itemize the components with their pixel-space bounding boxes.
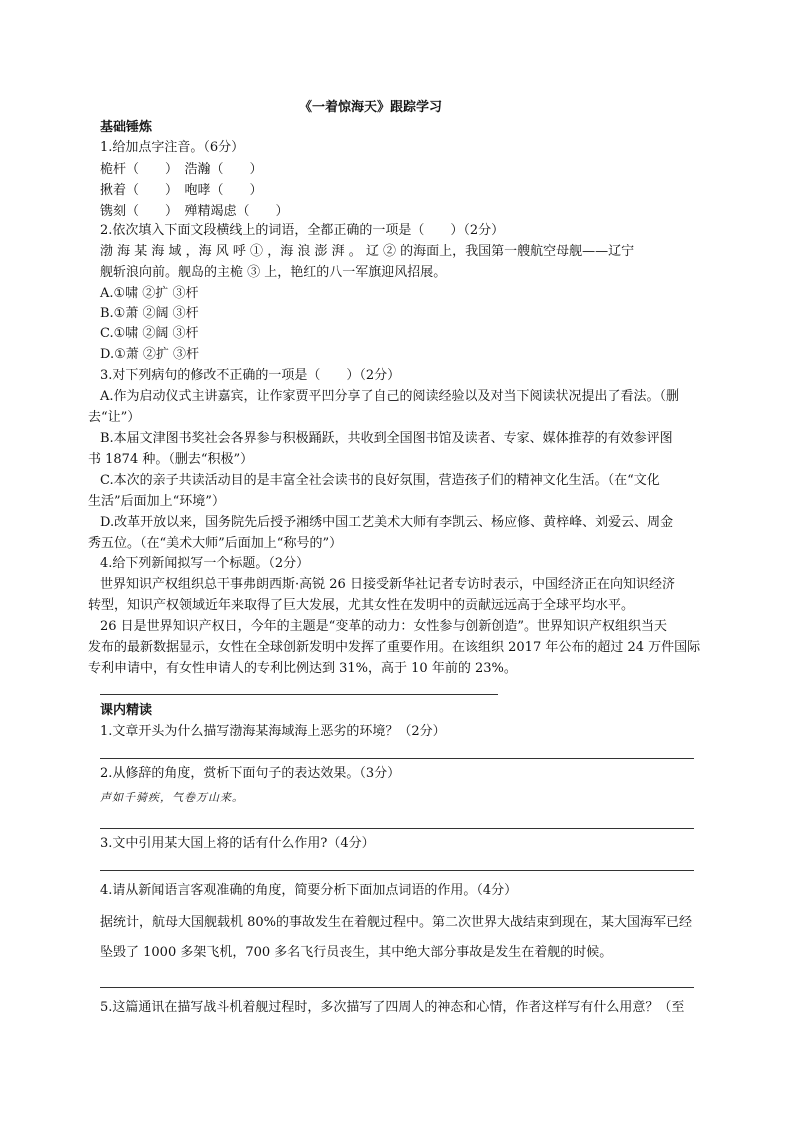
- q2-option-b: B.①萧 ②阔 ③杆: [100, 306, 199, 321]
- q4-stem: 4.给下列新闻拟写一个标题。（2分）: [100, 556, 310, 571]
- q4-news-p2-line3: 专利申请中，有女性申请人的专利比例达到 31%，高于 10 年前的 23%。: [88, 661, 517, 676]
- section-heading-intensive-reading: 课内精读: [100, 703, 153, 718]
- q3-option-b-line1: B.本届文津图书奖社会各界参与积极踊跃，共收到全国图书馆及读者、专家、媒体推荐的有效参评图: [100, 431, 673, 446]
- reading-q4-excerpt-line2: 坠毁了 1000 多架飞机，700 多名飞行员丧生，其中绝大部分事故是发生在着舰的时候。: [100, 945, 613, 960]
- q3-option-c-line1: C.本次的亲子共读活动目的是丰富全社会读书的良好氛围，营造孩子们的精神文化生活。（在“文化: [100, 473, 660, 488]
- answer-line: [100, 870, 694, 871]
- answer-line: [100, 758, 694, 759]
- q4-news-p1-line2: 转型，知识产权领域近年来取得了巨大发展，尤其女性在发明中的贡献远远高于全球平均水平。: [88, 598, 635, 613]
- q2-option-a: A.①啸 ②扩 ③杆: [100, 286, 199, 301]
- q4-news-p2-line2: 发布的最新数据显示，女性在全球创新发明中发挥了重要作用。在该组织 2017 年公布的超过 24 万件国际: [88, 640, 701, 655]
- answer-line: [100, 694, 498, 695]
- q3-stem: 3.对下列病句的修改不正确的一项是（ ）（2分）: [100, 368, 401, 383]
- q3-option-c-line2: 生活”后面加上“环境”）: [88, 494, 225, 509]
- q2-passage-line1: 渤 海 某 海 域 ，海 风 呼 ① ，海 浪 澎 湃 。 辽 ② 的海面上，我国第一艘航空母舰——辽宁: [100, 244, 635, 259]
- q1-stem: 1.给加点字注音。（6分）: [100, 140, 245, 155]
- q3-option-a-line2: 去“让”）: [88, 410, 141, 425]
- reading-q4-excerpt-line1: 据统计，航母大国舰载机 80%的事故发生在着舰过程中。第二次世界大战结束到现在，某大国海军已经: [100, 915, 693, 930]
- q4-news-p1-line1: 世界知识产权组织总干事弗朗西斯·高锐 26 日接受新华社记者专访时表示，中国经济正在向知识经济: [100, 577, 675, 592]
- q1-row2: 揪着（ ） 咆哮（ ）: [100, 183, 263, 198]
- section-heading-basic: 基础锤炼: [100, 120, 153, 135]
- q3-option-a-line1: A.作为启动仪式主讲嘉宾，让作家贾平凹分享了自己的阅读经验以及对当下阅读状况提出了看法。（删: [100, 389, 680, 404]
- reading-q4: 4.请从新闻语言客观准确的角度，简要分析下面加点词语的作用。（4分）: [100, 883, 518, 898]
- q2-option-c: C.①啸 ②阔 ③杆: [100, 326, 199, 341]
- reading-q3: 3.文中引用某大国上将的话有什么作用?（4分）: [100, 836, 375, 851]
- q3-option-d-line1: D.改革开放以来，国务院先后授予湘绣中国工艺美术大师有李凯云、杨应修、黄梓峰、刘爱云、周金: [100, 515, 674, 530]
- reading-q2-quote: 声如千骑疾，气卷万山来。: [100, 791, 244, 804]
- answer-line: [100, 828, 694, 829]
- reading-q2: 2.从修辞的角度，赏析下面句子的表达效果。（3分）: [100, 766, 401, 781]
- q1-row1: 桅杆（ ） 浩瀚（ ）: [100, 162, 263, 177]
- reading-q1: 1.文章开头为什么描写渤海某海域海上恶劣的环境？（2分）: [100, 724, 446, 739]
- q4-news-p2-line1: 26 日是世界知识产权日，今年的主题是“变革的动力：女性参与创新创造”。世界知识产权组织当天: [100, 619, 667, 634]
- reading-q5: 5.这篇通讯在描写战斗机着舰过程时，多次描写了四周人的神态和心情，作者这样写有什么用意？（至: [100, 1000, 685, 1015]
- q2-option-d: D.①萧 ②扩 ③杆: [100, 347, 200, 362]
- q1-row3: 镌刻（ ） 殚精竭虑（ ）: [100, 204, 289, 219]
- page-title: 《一着惊海天》跟踪学习: [299, 100, 443, 115]
- answer-line: [100, 987, 694, 988]
- q3-option-b-line2: 书 1874 种。（删去“积极”）: [88, 452, 254, 467]
- q3-option-d-line2: 秀五位。（在“美术大师”后面加上“称号的”）: [88, 536, 343, 551]
- q2-passage-line2: 舰斩浪向前。舰岛的主桅 ③ 上，艳红的八一军旗迎风招展。: [100, 265, 447, 280]
- q2-stem: 2.依次填入下面文段横线上的词语，全都正确的一项是（ ）（2分）: [100, 223, 505, 238]
